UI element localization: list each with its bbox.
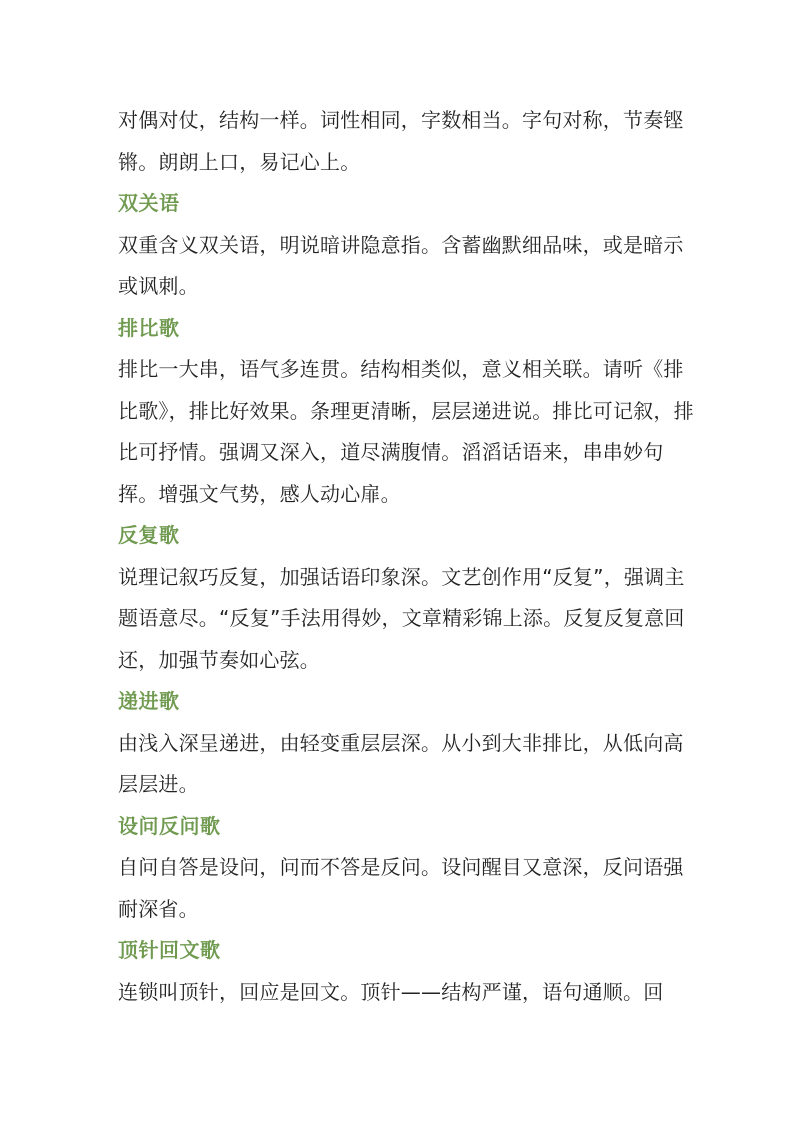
paragraph-progression: 由浅入深呈递进，由轻变重层层深。从小到大非排比，从低向高层层进。 (118, 730, 684, 796)
heading-anadiplosis-palindrome: 顶针回文歌 (118, 938, 221, 962)
heading-parallelism: 排比歌 (118, 315, 180, 340)
heading-pun: 双关语 (118, 191, 180, 215)
paragraph-pun: 双重含义双关语，明说暗讲隐意指。含蓄幽默细品味，或是暗示或讽刺。 (118, 232, 684, 298)
paragraph-antithesis: 对偶对仗，结构一样。词性相同，字数相当。字句对称，节奏铿锵。朗朗上口，易记心上。 (118, 108, 684, 174)
paragraph-anadiplosis-palindrome: 连锁叫顶针，回应是回文。顶针——结构严谨，语句通顺。回 (118, 979, 664, 1004)
paragraph-repetition: 说理记叙巧反复，加强话语印象深。文艺创作用“反复”，强调主题语意尽。“反复”手法用得妙，文章精彩锦上添。反复反复意回还，加强节奏如心弦。 (118, 564, 685, 672)
heading-rhetorical-question: 设问反问歌 (118, 813, 221, 838)
heading-repetition: 反复歌 (118, 523, 180, 547)
heading-progression: 递进歌 (118, 689, 180, 713)
paragraph-rhetorical-question: 自问自答是设问，问而不答是反问。设问醒目又意深，反问语强耐深省。 (118, 855, 684, 921)
paragraph-parallelism: 排比一大串，语气多连贯。结构相类似，意义相关联。请听《排比歌》，排比好效果。条理更清晰，层层递进说。排比可记叙，排比可抒情。强调又深入，道尽满腹情。滔滔话语来，串串妙句挥。增强文气势，感人动心扉。 (118, 357, 694, 506)
